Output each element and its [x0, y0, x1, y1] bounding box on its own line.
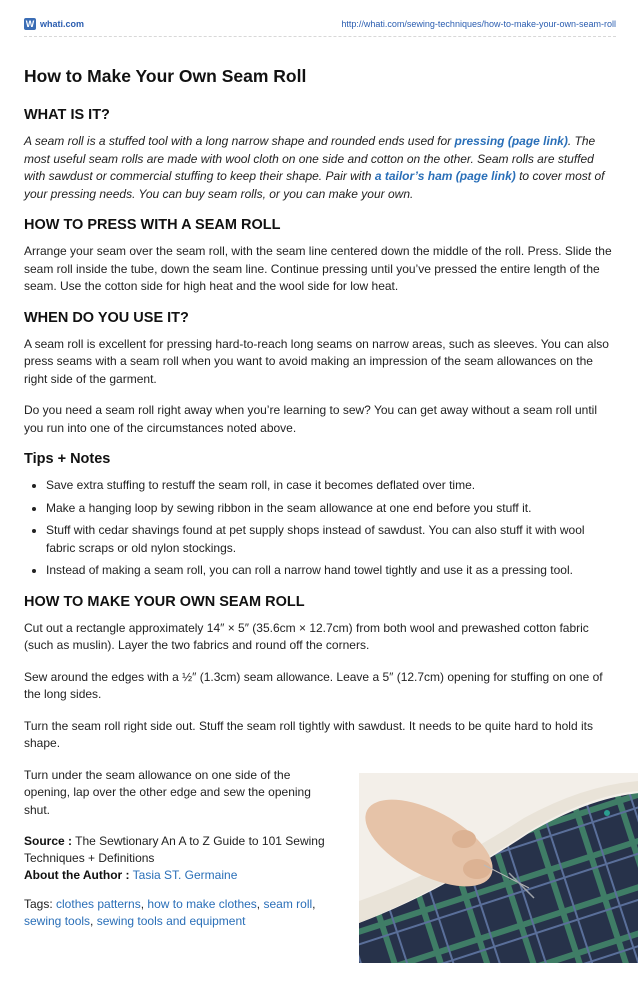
bottom-text-column: [24, 767, 334, 931]
pressing-link[interactable]: pressing (page link): [454, 134, 568, 148]
tip-item: • Make a hanging loop by sewing ribbon in the seam allowance at one end before you stuff it.: [46, 500, 614, 518]
how-to-make-heading: HOW TO MAKE YOUR OWN SEAM ROLL: [24, 593, 305, 610]
what-is-it-heading: WHAT IS IT?: [24, 107, 110, 123]
site-logo-icon: W: [25, 19, 35, 29]
page-url-link[interactable]: http://whati.com/sewing-techniques/how-to-make-your-own-seam-roll: [341, 19, 616, 29]
tags-label: Tags:: [24, 897, 57, 911]
tip-item: • Instead of making a seam roll, you can roll a narrow hand towel tightly and use it as a pressing tool.: [46, 562, 614, 580]
bottom-section: [24, 767, 614, 931]
source-label: Source :: [24, 834, 73, 848]
what-is-it-text-3: to cover most of your pressing needs. You can buy seam rolls, or you can make your own.: [24, 169, 605, 201]
what-is-it-text-2: . The most useful seam rolls are made with wool cloth on one side and cotton on the other. Seam rolls are stuffed with sawdust or commercial stuffing to keep their shape. Pair with: [24, 134, 596, 183]
tag-link[interactable]: seam roll: [263, 897, 313, 911]
source-text: The Sewtionary An A to Z Guide to 101 Sewing Techniques + Definitions: [24, 834, 325, 865]
sewing-photo-illustration: [359, 773, 638, 963]
when-use-paragraph-2: Do you need a seam roll right away when you’re learning to sew? You can get away without a seam roll until you run into one of the circumstances noted above.: [24, 403, 597, 435]
how-to-make-step-1: Cut out a rectangle approximately 14″ × 5″ (35.6cm × 12.7cm) from both wool and prewashed cotton fabric (such as muslin). Layer the two fabrics and round off the corners.: [24, 620, 589, 652]
page-title: How to Make Your Own Seam Roll: [24, 66, 307, 86]
source-block: [24, 833, 334, 884]
how-to-press-paragraph: Arrange your seam over the seam roll, with the seam line centered down the middle of the roll. Press. Slide the seam roll inside the tube, down the seam line. Continue pressing until you’ve pressed the entire length of the seam. Use the cotton side for high heat and the wool side for low heat.: [24, 244, 612, 293]
tip-item: • Save extra stuffing to restuff the seam roll, in case it becomes deflated over time.: [46, 477, 614, 495]
article: [24, 60, 614, 942]
author-link[interactable]: Tasia ST. Germaine: [132, 868, 238, 882]
tag-link[interactable]: how to make clothes: [147, 897, 257, 911]
tips-list: [24, 477, 614, 580]
how-to-press-heading: HOW TO PRESS WITH A SEAM ROLL: [24, 217, 281, 233]
tailors-ham-link[interactable]: a tailor’s ham (page link): [374, 169, 516, 183]
tag-link[interactable]: clothes patterns: [56, 897, 141, 911]
tag-link[interactable]: sewing tools and equipment: [96, 914, 246, 928]
page-header: [24, 16, 616, 37]
sewing-photo: [359, 773, 638, 963]
what-is-it-paragraph: [24, 133, 614, 203]
author-label: About the Author :: [24, 868, 130, 882]
what-is-it-text-1: A seam roll is a stuffed tool with a long narrow shape and rounded ends used for: [24, 134, 455, 148]
tip-item: • Stuff with cedar shavings found at pet supply shops instead of sawdust. You can also stuff it with wool fabric scraps or old nylon stockings.: [46, 522, 614, 557]
tag-link[interactable]: sewing tools: [24, 914, 91, 928]
tips-heading: Tips + Notes: [24, 451, 111, 467]
site-name-link[interactable]: whati.com: [40, 19, 85, 29]
how-to-make-step-4: Turn under the seam allowance on one side of the opening, lap over the other edge and sew the opening shut.: [24, 767, 311, 817]
how-to-make-step-3: Turn the seam roll right side out. Stuff the seam roll tightly with sawdust. It needs to be quite hard to hold its shape.: [24, 718, 593, 750]
when-use-paragraph-1: A seam roll is excellent for pressing hard-to-reach long seams on narrow areas, such as sleeves. You can also press seams with a seam roll when you want to avoid making an impression of the seam allowances on the right side of the garment.: [24, 336, 609, 386]
tags-block: Tags: clothes patterns, how to make clothes, seam roll, sewing tools, sewing tools and equipment: [24, 897, 316, 928]
how-to-make-step-2: Sew around the edges with a ½″ (1.3cm) seam allowance. Leave a 5″ (12.7cm) opening for stuffing on one of the long sides.: [24, 669, 603, 701]
when-use-heading: WHEN DO YOU USE IT?: [24, 309, 189, 326]
